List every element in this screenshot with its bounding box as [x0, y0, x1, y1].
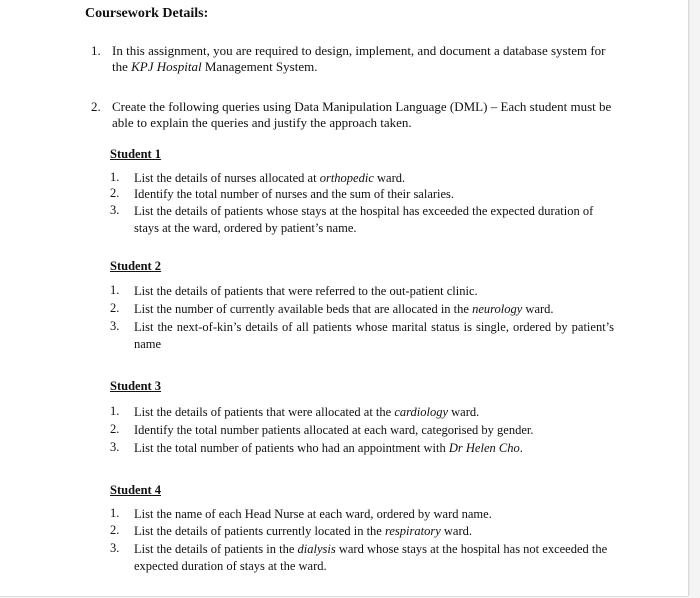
query-number: 1.: [110, 170, 120, 184]
query-number: 3.: [110, 203, 120, 217]
query-text: [134, 523, 614, 540]
coursework-heading: Coursework Details:: [85, 6, 209, 21]
query-text-part: Identify the total number of nurses and the sum of their salaries.: [134, 187, 455, 201]
query-text-part: List the details of patients that were allocated at the: [134, 405, 395, 419]
query-text-emphasis: Dr Helen Cho: [448, 441, 520, 455]
query-text-part: ward.: [448, 405, 480, 419]
query-text-part: Identify the total number patients allocated at each ward, categorised by gender.: [134, 423, 534, 437]
item-text-part: In this assignment, you are required to design, implement, and document a database system for the: [112, 43, 606, 74]
query-number: 1.: [110, 283, 120, 297]
student-2-title: Student 2: [110, 259, 162, 273]
query-text-emphasis: dialysis: [297, 542, 336, 556]
query-number: 3.: [110, 541, 120, 555]
query-text-part: List the details of patients that were referred to the out-patient clinic.: [134, 284, 478, 298]
query-text-part: List the total number of patients who had an appointment with: [134, 441, 449, 455]
query-number: 2.: [110, 523, 120, 537]
query-number: 3.: [110, 440, 120, 454]
query-text: [134, 283, 614, 300]
query-text-part: List the details of patients in the: [134, 542, 298, 556]
query-text-part: List the details of patients whose stays at the hospital has exceeded the expected duration of stays at the ward, ordered by patient’s name.: [134, 204, 594, 235]
query-text: [134, 301, 614, 318]
item-number: 2.: [91, 99, 101, 114]
query-number: 2.: [110, 422, 120, 436]
query-text-part: List the details of nurses allocated at: [134, 171, 320, 185]
query-text: [134, 319, 614, 353]
query-text-part: List the next-of-kin’s details of all patients whose marital status is single, ordered by patient’s name: [134, 320, 614, 351]
query-text-part: ward.: [373, 171, 406, 185]
query-text: [134, 404, 614, 421]
student-3-title: Student 3: [110, 379, 162, 393]
query-text: [134, 186, 614, 203]
query-text: [134, 203, 614, 237]
query-text-emphasis: orthopedic: [319, 171, 374, 185]
query-text: [134, 541, 614, 575]
query-number: 1.: [110, 404, 120, 418]
query-text-emphasis: respiratory: [384, 524, 441, 538]
query-number: 1.: [110, 506, 120, 520]
query-text-part: List the number of currently available beds that are allocated in the: [134, 302, 473, 316]
item-text-part: Management System.: [201, 59, 318, 74]
query-text: [134, 440, 614, 457]
query-text-part: List the name of each Head Nurse at each ward, ordered by ward name.: [134, 507, 492, 521]
item-number: 1.: [91, 43, 101, 58]
query-text: [134, 422, 614, 439]
item-text: Create the following queries using Data Manipulation Language (DML) – Each student must be able to explain the queries and justify the approach taken.: [112, 99, 612, 130]
query-text-part: List the details of patients currently located in the: [134, 524, 385, 538]
query-text-emphasis: cardiology: [394, 405, 449, 419]
student-4-title: Student 4: [110, 483, 162, 497]
query-number: 2.: [110, 186, 120, 200]
query-text-part: .: [519, 441, 523, 455]
query-text: [134, 506, 614, 523]
item-text: [112, 43, 622, 75]
query-text-part: ward.: [522, 302, 554, 316]
item-text-emphasis: KPJ Hospital: [131, 59, 202, 74]
query-text-emphasis: neurology: [472, 302, 523, 316]
query-text-part: ward whose stays at the hospital has not exceeded the expected duration of stays at the ward.: [134, 542, 608, 573]
student-1-title: Student 1: [110, 147, 162, 161]
query-number: 3.: [110, 319, 120, 333]
query-text: [134, 170, 614, 187]
query-number: 2.: [110, 301, 120, 315]
query-text-part: ward.: [440, 524, 473, 538]
